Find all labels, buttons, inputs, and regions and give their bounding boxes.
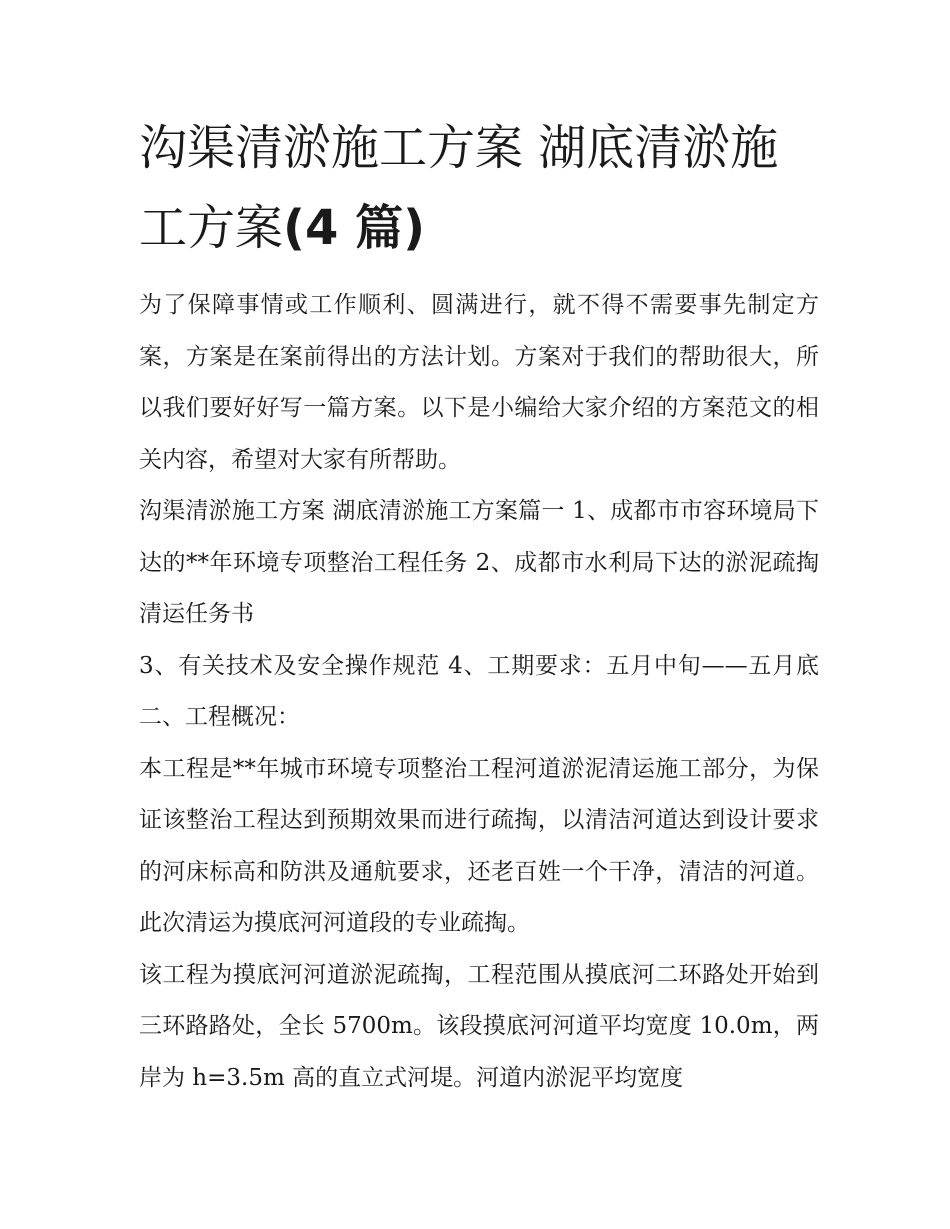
document-title-suffix: (4 篇) xyxy=(283,200,426,256)
document-title xyxy=(139,108,819,268)
paragraph-requirements: 3、有关技术及安全操作规范 4、工期要求：五月中旬——五月底 二、工程概况： xyxy=(139,652,819,730)
paragraph-scope: 该工程为摸底河河道淤泥疏掏，工程范围从摸底河二环路处开始到三环路路处，全长 5700m。该段摸底河河道平均宽度 10.0m，两岸为 h=3.5m 高的直立式河堤。河道内淤泥平均宽度 xyxy=(139,961,819,1091)
paragraph-basis: 沟渠清淤施工方案 湖底清淤施工方案篇一 1、成都市市容环境局下达的**年环境专项整治工程任务 2、成都市水利局下达的淤泥疏掏清运任务书 xyxy=(139,498,819,627)
document-title-main: 沟渠清淤施工方案 湖底清淤施工方案 xyxy=(139,120,779,256)
paragraph-intro: 为了保障事情或工作顺利、圆满进行，就不得不需要事先制定方案，方案是在案前得出的方法计划。方案对于我们的帮助很大，所以我们要好好写一篇方案。以下是小编给大家介绍的方案范文的相关内容，希望对大家有所帮助。 xyxy=(139,292,819,473)
paragraph-overview: 本工程是**年城市环境专项整治工程河道淤泥清运施工部分，为保证该整治工程达到预期效果而进行疏掏，以清洁河道达到设计要求的河床标高和防洪及通航要求，还老百姓一个干净，清洁的河道。此次清运为摸底河河道段的专业疏掏。 xyxy=(139,755,819,936)
document-page xyxy=(139,108,819,1104)
